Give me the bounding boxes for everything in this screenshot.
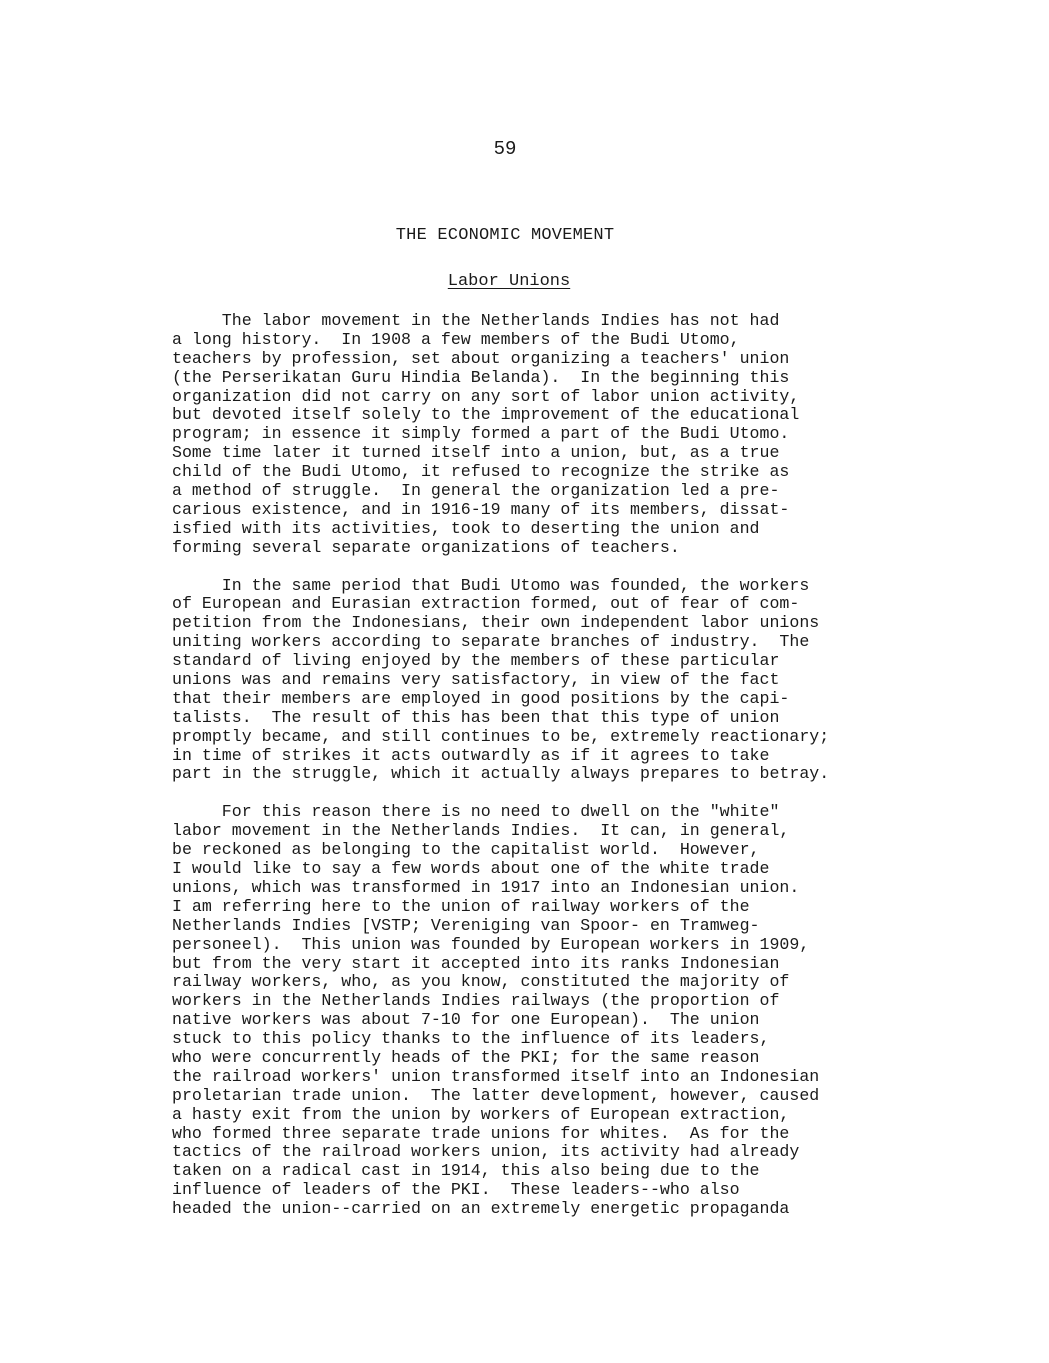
text-line: the railroad workers' union transformed itself into an Indonesian xyxy=(172,1066,820,1086)
text-line: labor movement in the Netherlands Indies. It can, in general, xyxy=(172,821,790,841)
text-line: I would like to say a few words about one of the white trade xyxy=(172,859,770,879)
text-line: be reckoned as belonging to the capitalist world. However, xyxy=(172,840,760,860)
text-line: unions was and remains very satisfactory, in view of the fact xyxy=(172,670,780,690)
text-line: a method of struggle. In general the organization led a pre- xyxy=(172,481,780,501)
text-line: program; in essence it simply formed a part of the Budi Utomo. xyxy=(172,424,790,444)
text-line: organization did not carry on any sort of labor union activity, xyxy=(172,386,800,406)
text-line: who were concurrently heads of the PKI; for the same reason xyxy=(172,1047,760,1067)
text-line: unions, which was transformed in 1917 into an Indonesian union. xyxy=(172,877,800,897)
text-line: but devoted itself solely to the improvement of the educational xyxy=(172,405,800,425)
subsection-title xyxy=(0,272,1018,291)
text-line: proletarian trade union. The latter development, however, caused xyxy=(172,1085,820,1105)
text-line: teachers by profession, set about organizing a teachers' union xyxy=(172,348,790,368)
text-line: talists. The result of this has been that this type of union xyxy=(172,707,780,727)
text-line: forming several separate organizations of teachers. xyxy=(172,537,680,557)
text-line: (the Perserikatan Guru Hindia Belanda). In the beginning this xyxy=(172,367,790,387)
text-line: that their members are employed in good positions by the capi- xyxy=(172,688,790,708)
body-text xyxy=(172,312,932,1238)
text-line: uniting workers according to separate branches of industry. The xyxy=(172,632,810,652)
text-line: workers in the Netherlands Indies railways (the proportion of xyxy=(172,991,780,1011)
page-number: 59 xyxy=(493,138,517,160)
text-line: carious existence, and in 1916-19 many of its members, dissat- xyxy=(172,499,790,519)
text-line: child of the Budi Utomo, it refused to recognize the strike as xyxy=(172,462,790,482)
text-line: promptly became, and still continues to be, extremely reactionary; xyxy=(172,726,830,746)
text-line: of European and Eurasian extraction formed, out of fear of com- xyxy=(172,594,800,614)
text-line: For this reason there is no need to dwell on the "white" xyxy=(172,802,780,822)
text-line: headed the union--carried on an extremely energetic propaganda xyxy=(172,1199,790,1219)
text-line: native workers was about 7-10 for one European). The union xyxy=(172,1010,760,1030)
text-line: Some time later it turned itself into a union, but, as a true xyxy=(172,443,780,463)
section-title: THE ECONOMIC MOVEMENT xyxy=(395,226,615,245)
text-line: isfied with its activities, took to deserting the union and xyxy=(172,518,760,538)
text-line: taken on a radical cast in 1914, this also being due to the xyxy=(172,1161,760,1181)
text-line: I am referring here to the union of railway workers of the xyxy=(172,896,750,916)
subsection-title-text: Labor Unions xyxy=(447,272,571,291)
text-line: standard of living enjoyed by the members of these particular xyxy=(172,651,780,671)
text-line: personeel). This union was founded by European workers in 1909, xyxy=(172,934,810,954)
text-line: The labor movement in the Netherlands Indies has not had xyxy=(172,311,780,330)
text-line: In the same period that Budi Utomo was founded, the workers xyxy=(172,575,810,595)
text-line: but from the very start it accepted into its ranks Indonesian xyxy=(172,953,780,973)
paragraph xyxy=(172,803,932,1219)
text-line: stuck to this policy thanks to the influence of its leaders, xyxy=(172,1029,770,1049)
text-line: in time of strikes it acts outwardly as if it agrees to take xyxy=(172,745,770,765)
paragraph xyxy=(172,312,932,558)
paragraph xyxy=(172,577,932,785)
text-line: part in the struggle, which it actually always prepares to betray. xyxy=(172,764,830,784)
text-line: influence of leaders of the PKI. These leaders--who also xyxy=(172,1180,740,1200)
text-line: a long history. In 1908 a few members of the Budi Utomo, xyxy=(172,329,740,349)
text-line: a hasty exit from the union by workers of European extraction, xyxy=(172,1104,790,1124)
text-line: tactics of the railroad workers union, its activity had already xyxy=(172,1142,800,1162)
text-line: petition from the Indonesians, their own independent labor unions xyxy=(172,613,820,633)
text-line: Netherlands Indies [VSTP; Vereniging van Spoor- en Tramweg- xyxy=(172,915,760,935)
text-line: who formed three separate trade unions for whites. As for the xyxy=(172,1123,790,1143)
text-line: railway workers, who, as you know, constituted the majority of xyxy=(172,972,790,992)
